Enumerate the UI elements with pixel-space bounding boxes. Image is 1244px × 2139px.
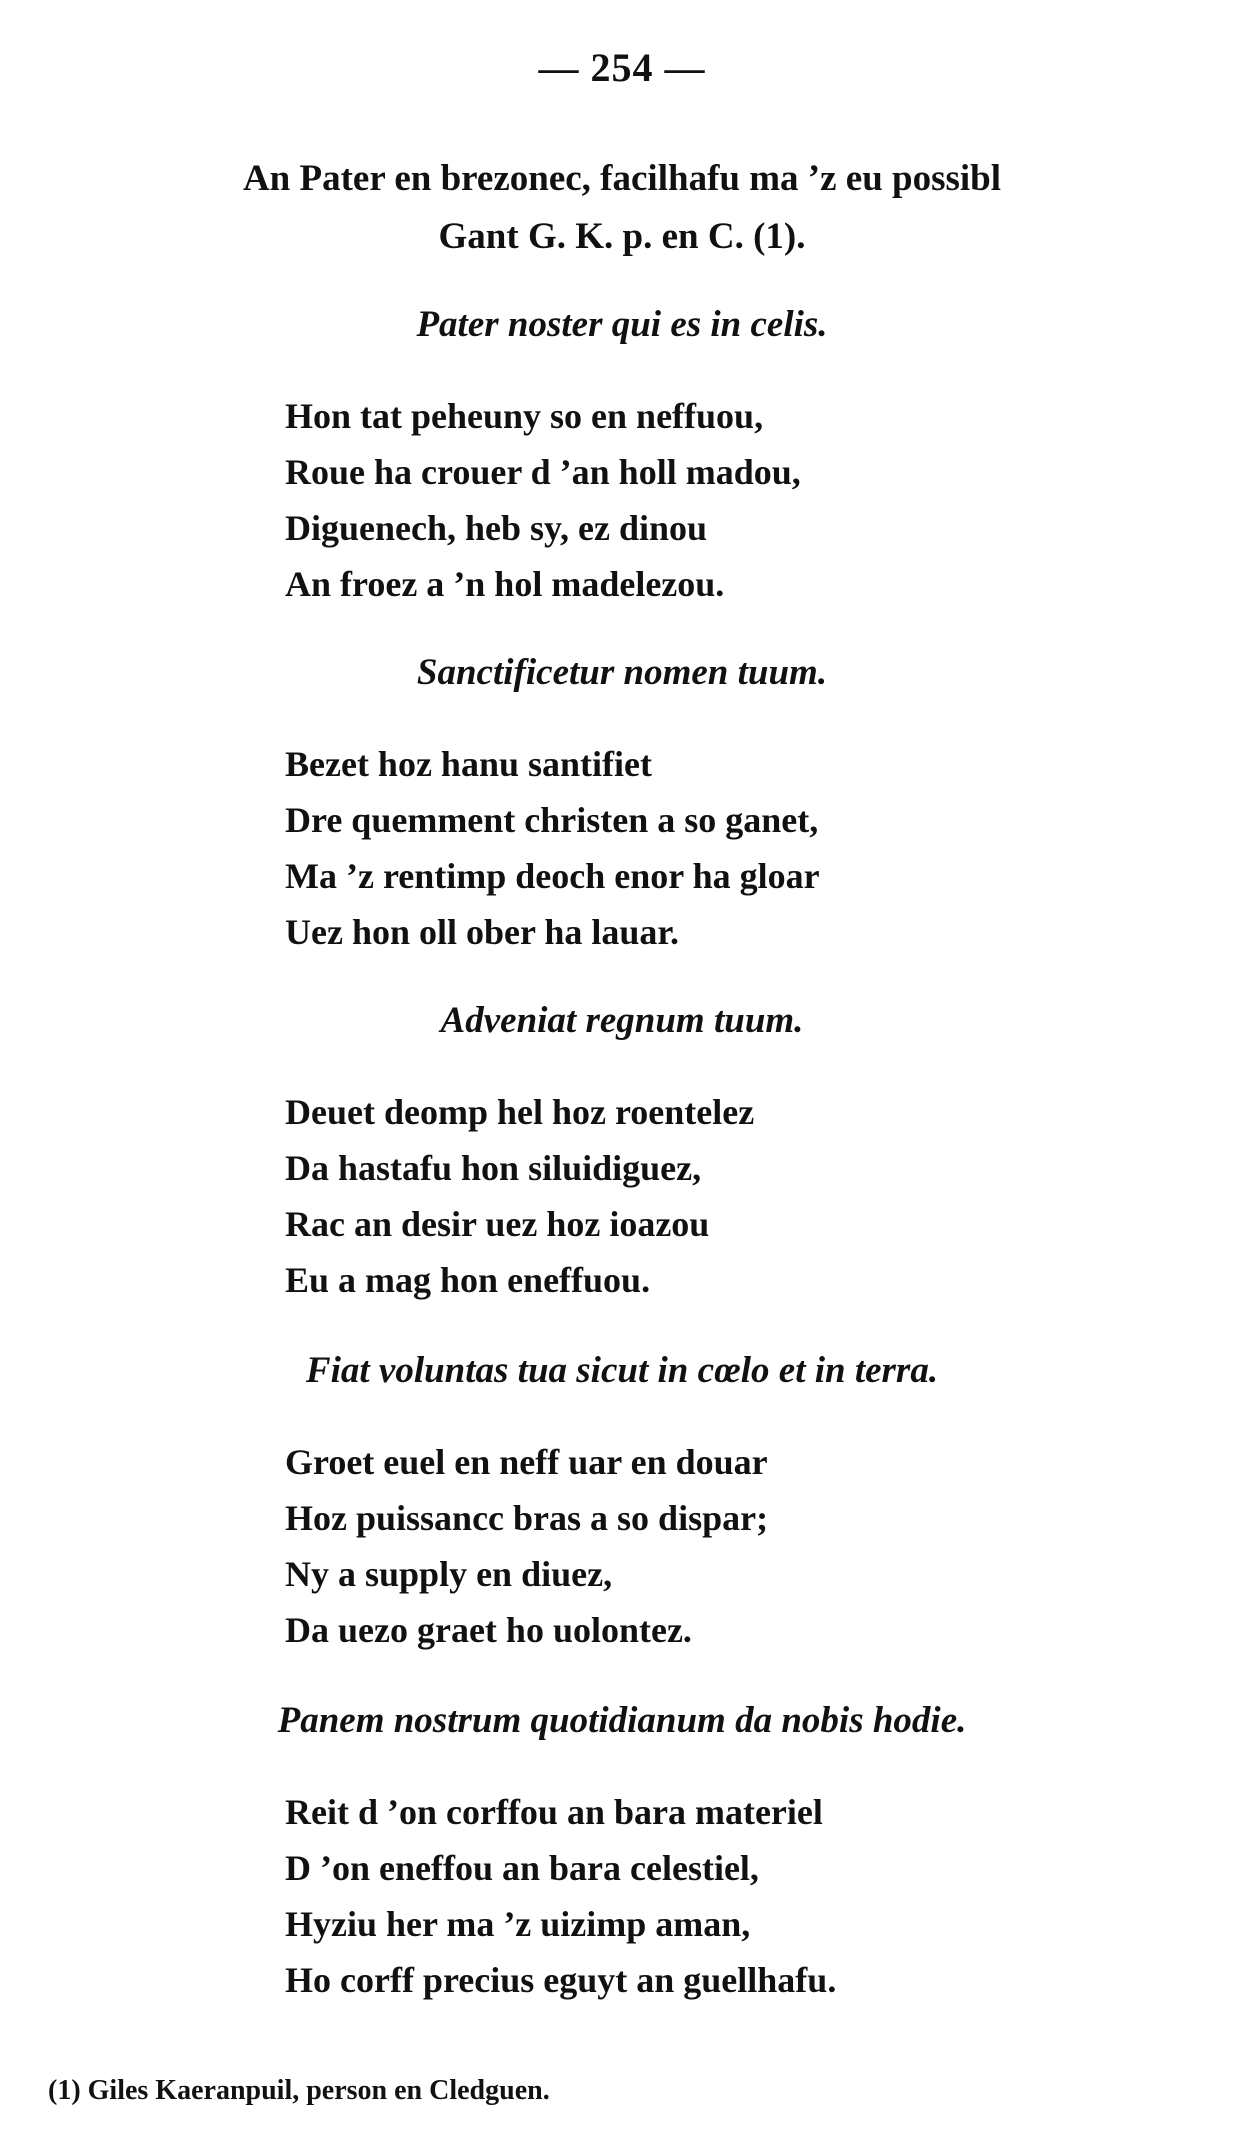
verse-line: Eu a mag hon eneffuou. xyxy=(285,1260,651,1300)
verse-line: Ma ’z rentimp deoch enor ha gloar xyxy=(285,856,820,896)
stanza-section xyxy=(0,996,1244,1308)
verse-line: Hoz puissancc bras a so dispar; xyxy=(285,1498,769,1538)
verse-line: Ny a supply en diuez, xyxy=(285,1554,613,1594)
page-number: — 254 — xyxy=(538,45,706,90)
verse-line: Uez hon oll ober ha lauar. xyxy=(285,912,680,952)
latin-heading: Sanctificetur nomen tuum. xyxy=(416,652,828,693)
verse-line: Da uezo graet ho uolontez. xyxy=(285,1610,692,1650)
title-line-2: Gant G. K. p. en C. (1). xyxy=(438,216,806,257)
latin-heading: Pater noster qui es in celis. xyxy=(416,304,828,345)
verse-line: Diguenech, heb sy, ez dinou xyxy=(285,508,708,548)
stanza xyxy=(285,736,1244,960)
verse-line: Da hastafu hon siluidiguez, xyxy=(285,1148,702,1188)
poem-title xyxy=(60,150,1184,266)
verse-line: Ho corff precius eguyt an guellhafu. xyxy=(285,1960,837,2000)
verse-line: Rac an desir uez hoz ioazou xyxy=(285,1204,710,1244)
stanza-section xyxy=(0,648,1244,960)
stanza xyxy=(285,1784,1244,2008)
verse-line: Reit d ’on corffou an bara materiel xyxy=(285,1792,823,1832)
stanza xyxy=(285,388,1244,612)
verse-line: Hon tat peheuny so en neffuou, xyxy=(285,396,764,436)
latin-heading: Fiat voluntas tua sicut in cœlo et in terra. xyxy=(305,1350,939,1391)
latin-heading: Panem nostrum quotidianum da nobis hodie. xyxy=(277,1700,967,1741)
stanza xyxy=(285,1434,1244,1658)
stanza xyxy=(285,1084,1244,1308)
verse-line: Roue ha crouer d ’an holl madou, xyxy=(285,452,801,492)
verse-line: Deuet deomp hel hoz roentelez xyxy=(285,1092,755,1132)
stanza-section xyxy=(0,300,1244,612)
verse-line: Bezet hoz hanu santifiet xyxy=(285,744,652,784)
footnote: (1) Giles Kaeranpuil, person en Cledguen. xyxy=(48,2075,550,2106)
verse-line: Groet euel en neff uar en douar xyxy=(285,1442,768,1482)
stanza-section xyxy=(0,1346,1244,1658)
stanza-section xyxy=(0,1696,1244,2008)
title-line-1: An Pater en brezonec, facilhafu ma ’z eu possibl xyxy=(242,158,1002,199)
verse-line: An froez a ’n hol madelezou. xyxy=(285,564,725,604)
verse-line: Dre quemment christen a so ganet, xyxy=(285,800,819,840)
verse-line: D ’on eneffou an bara celestiel, xyxy=(285,1848,759,1888)
verse-line: Hyziu her ma ’z uizimp aman, xyxy=(285,1904,751,1944)
latin-heading: Adveniat regnum tuum. xyxy=(440,1000,804,1041)
